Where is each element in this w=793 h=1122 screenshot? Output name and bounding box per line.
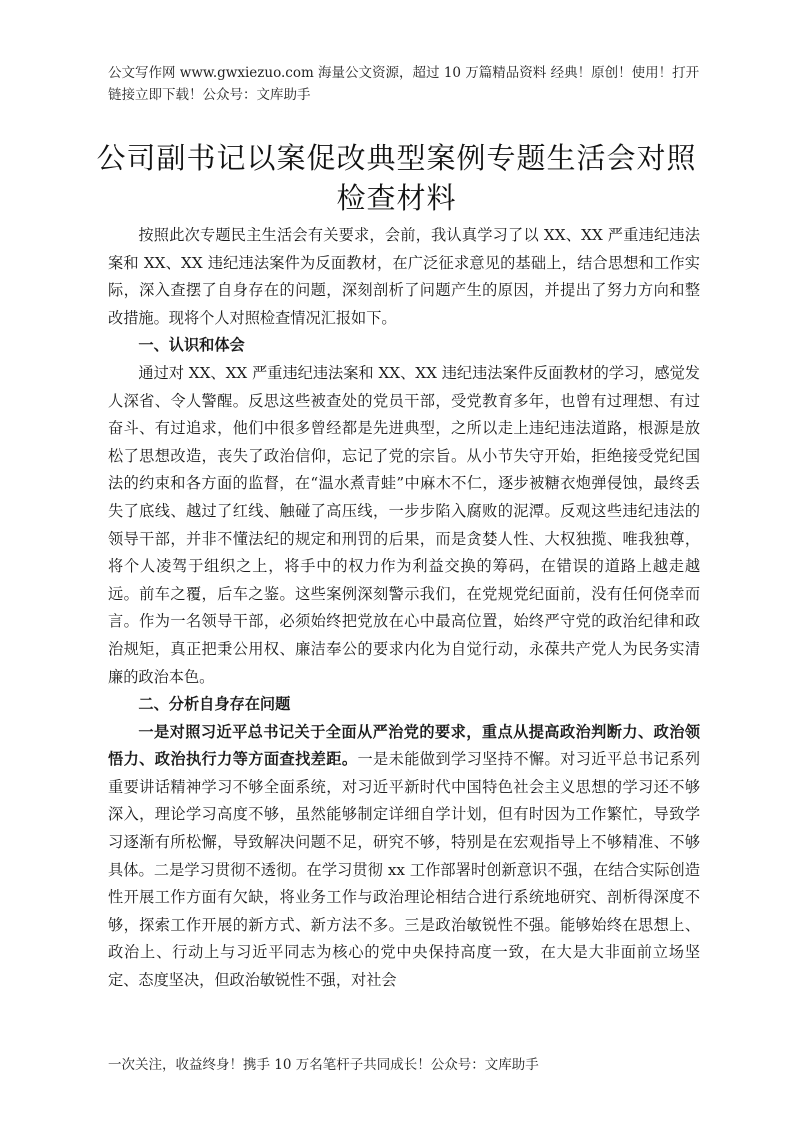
page-footer: 一次关注，收益终身！携手 10 万名笔杆子共同成长！公众号：文库助手	[108, 1057, 539, 1073]
document-body	[108, 222, 700, 995]
section-2-text: 一是未能做到学习坚持不懈。对习近平总书记系列重要讲话精神学习不够全面系统，对习近平新时代中国特色社会主义思想的学习还不够深入，理论学习高度不够，虽然能够制定详细自学计划，但有时因为工作繁忙，导致学习逐渐有所松懈，导致解决问题不足，研究不够，特别是在宏观指导上不够精准、不够具体。二是学习贯彻不透彻。在学习贯彻 xx 工作部署时创新意识不强，在结合实际创造性开展工作方面有欠缺，将业务工作与政治理论相结合进行系统地研究、剖析得深度不够，探索工作开展的新方式、新方法不多。三是政治敏锐性不强。能够始终在思想上、政治上、行动上与习近平同志为核心的党中央保持高度一致，在大是大非面前立场坚定、态度坚决，但政治敏锐性不强，对社会	[108, 750, 701, 990]
section-heading-1: 一、认识和体会	[138, 336, 245, 355]
section-2-paragraph	[108, 719, 700, 995]
intro-paragraph: 按照此次专题民主生活会有关要求，会前，我认真学习了以 XX、XX 严重违纪违法案和 XX、XX 违纪违法案件为反面教材，在广泛征求意见的基础上，结合思想和工作实际，深入查摆了自身存在的问题，深刻剖析了问题产生的原因，并提出了努力方向和整改措施。现将个人对照检查情况汇报如下。	[108, 226, 700, 327]
section-2-bold-lead: 一是对照习近平总书记关于全面从严治党的要求，重点从提高政治判断力、政治领悟力、政治执行力等方面查找差距。	[108, 722, 700, 769]
section-1-paragraph: 通过对 XX、XX 严重违纪违法案和 XX、XX 违纪违法案件反面教材的学习，感觉发人深省、令人警醒。反思这些被查处的党员干部，受党教育多年，也曾有过理想、有过奋斗、有过追求，他们中很多曾经都是先进典型，之所以走上违纪违法道路，根源是放松了思想改造，丧失了政治信仰，忘记了党的宗旨。从小节失守开始，拒绝接受党纪国法的约束和各方面的监督，在“温水煮青蛙”中麻木不仁，逐步被糖衣炮弹侵蚀，最终丢失了底线、越过了红线、触碰了高压线，一步步陷入腐败的泥潭。反观这些违纪违法的领导干部，并非不懂法纪的规定和刑罚的后果，而是贪婪人性、大权独揽、唯我独尊，将个人凌驾于组织之上，将手中的权力作为利益交换的筹码，在错误的道路上越走越远。前车之覆，后车之鉴。这些案例深刻警示我们，在党规党纪面前，没有任何侥幸而言。作为一名领导干部，必须始终把党放在心中最高位置，始终严守党的政治纪律和政治规矩，真正把秉公用权、廉洁奉公的要求内化为自觉行动，永葆共产党人为民务实清廉的政治本色。	[108, 363, 700, 686]
section-heading-2: 二、分析自身存在问题	[138, 695, 291, 714]
document-title: 公司副书记以案促改典型案例专题生活会对照检查材料	[96, 141, 697, 215]
page-header: 公文写作网 www.gwxiezuo.com 海量公文资源，超过 10 万篇精品资料 经典！原创！使用！打开链接立即下载！公众号：文库助手	[108, 65, 700, 103]
